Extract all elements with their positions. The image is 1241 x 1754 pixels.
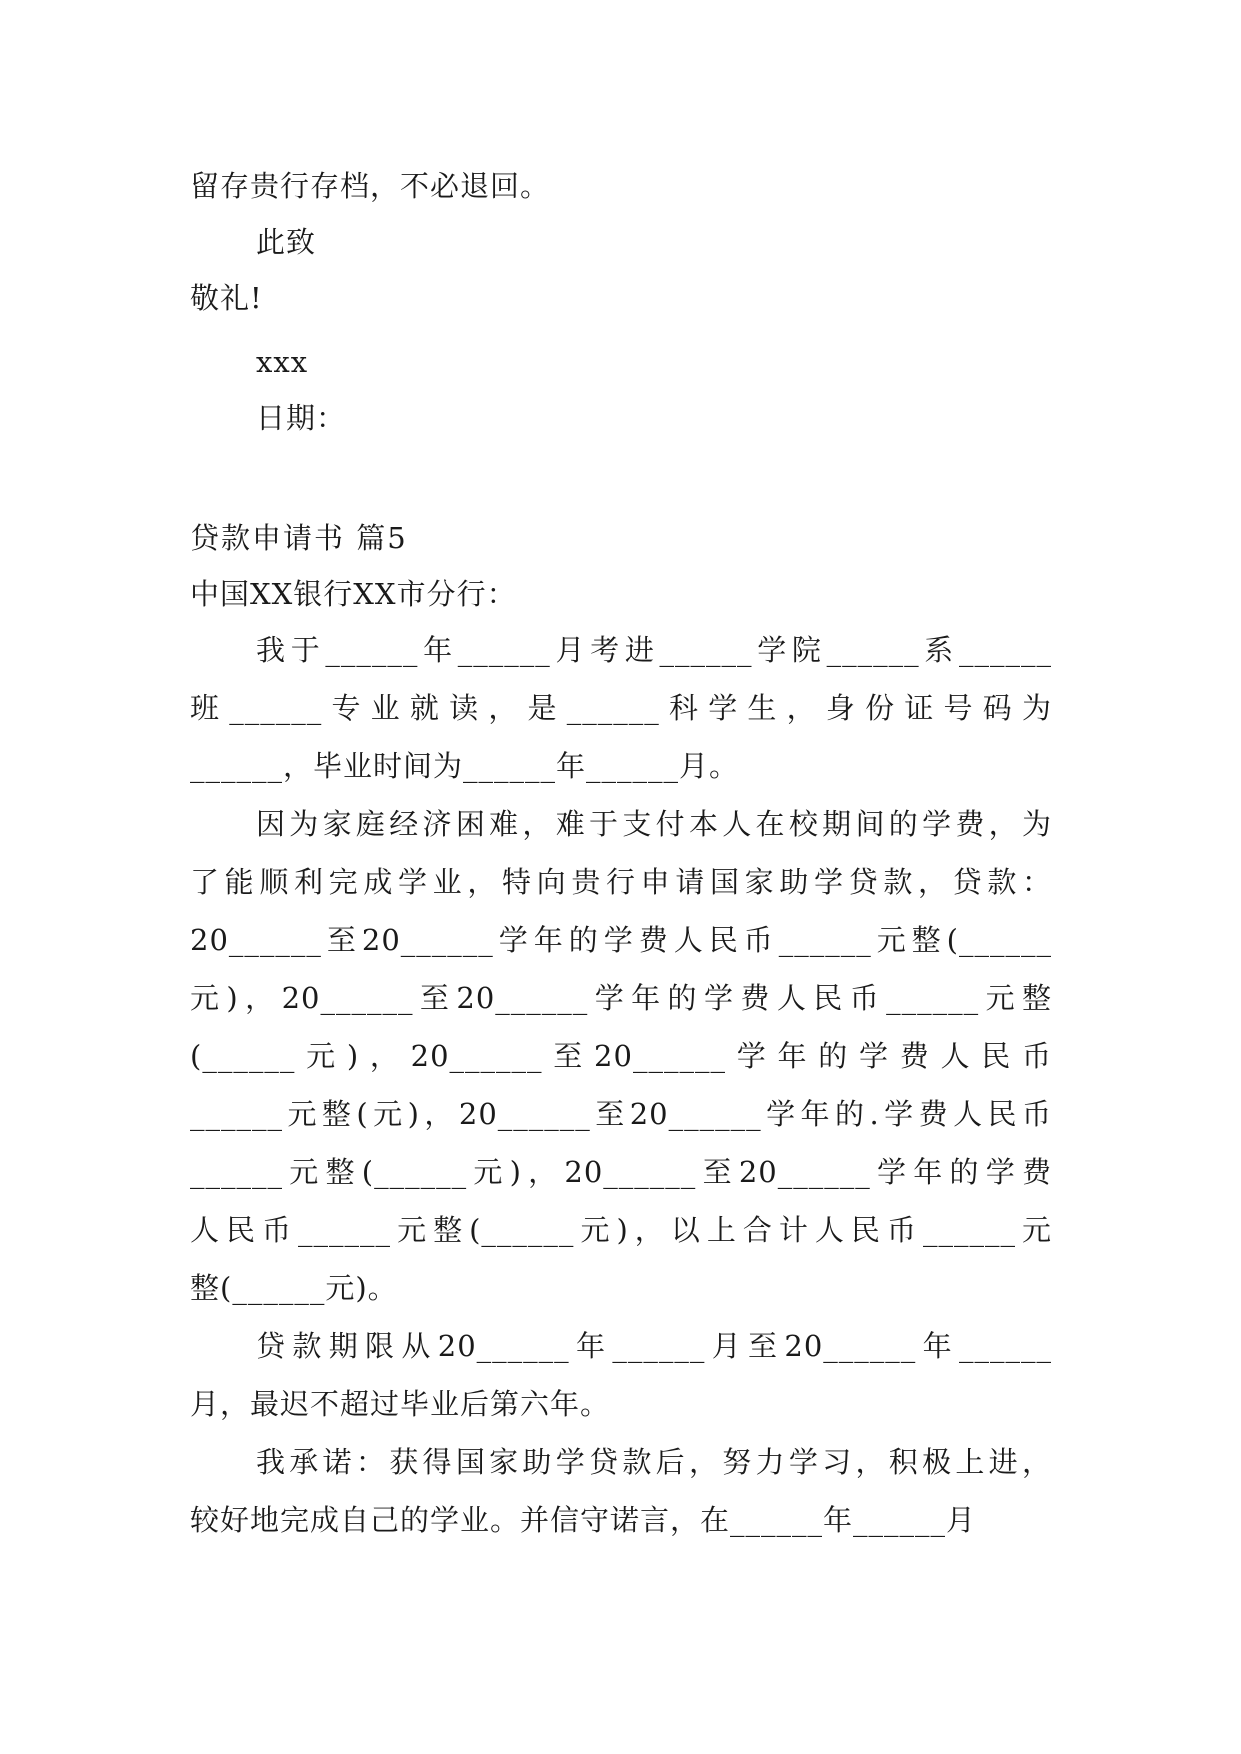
signature: xxx [256,345,309,379]
paragraph-line: ______，毕业时间为______年______月。 [190,749,740,783]
salutation-cizhi: 此致 [256,225,317,259]
paragraph-line: 我于______年______月考进______学院______系______ [256,633,1052,667]
paragraph-line: ______元整(元)，20______至20______学年的.学费人民币 [190,1097,1052,1131]
paragraph-line: 贷款期限从20______年______月至20______年______ [256,1329,1052,1363]
closing-archive-line: 留存贵行存档，不必退回。 [190,169,551,203]
paragraph-line: 因为家庭经济困难，难于支付本人在校期间的学费，为 [256,807,1052,841]
date-label: 日期： [256,401,347,435]
section-title: 贷款申请书 篇5 [190,521,408,555]
paragraph-line: 整(______元)。 [190,1271,398,1305]
paragraph-line: 人民币______元整(______元)，以上合计人民币______元 [190,1213,1052,1247]
paragraph-line: 较好地完成自己的学业。并信守诺言，在______年______月 [190,1503,977,1537]
paragraph-line: 班______专业就读，是______科学生，身份证号码为 [190,691,1052,725]
addressee: 中国XX银行XX市分行： [190,577,517,611]
paragraph-line: (______元)，20______至20______学年的学费人民币 [190,1039,1052,1073]
paragraph-line: 元)，20______至20______学年的学费人民币______元整 [190,981,1052,1015]
salutation-jingli: 敬礼! [190,281,263,315]
paragraph-line: 20______至20______学年的学费人民币______元整(______ [190,923,1052,957]
paragraph-line: 了能顺利完成学业，特向贵行申请国家助学贷款，贷款： [190,865,1052,899]
paragraph-line: ______元整(______元)，20______至20______学年的学费 [190,1155,1052,1189]
paragraph-line: 月，最迟不超过毕业后第六年。 [190,1387,611,1421]
paragraph-line: 我承诺：获得国家助学贷款后，努力学习，积极上进， [256,1445,1052,1479]
